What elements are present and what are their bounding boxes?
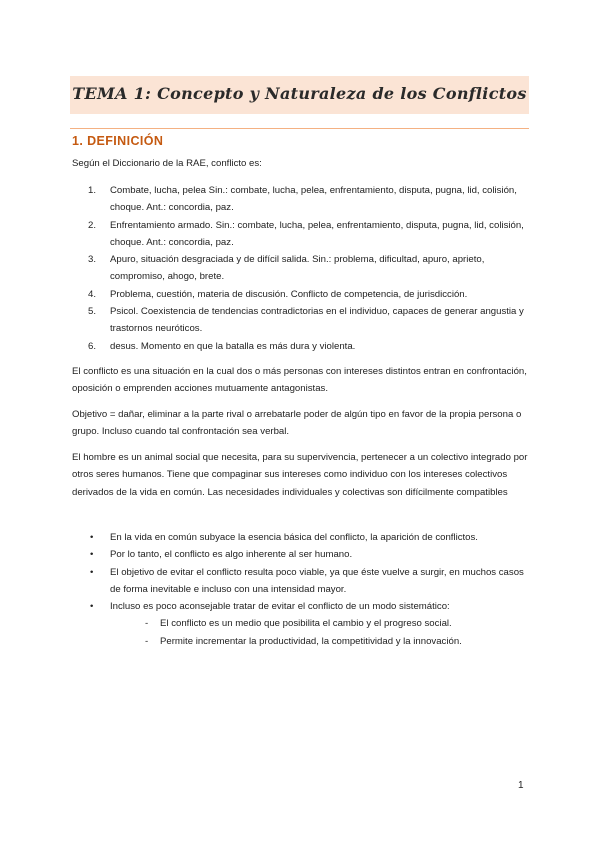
definition-number: 5. bbox=[88, 306, 97, 318]
definition-number: 1. bbox=[88, 185, 97, 196]
bullet-text: Incluso es poco aconsejable tratar de evitar el conflicto de un modo sistemático: bbox=[110, 601, 450, 613]
bullet-text: En la vida en común subyace la esencia básica del conflicto, la aparición de conflictos. bbox=[110, 532, 478, 543]
bullet-text: El objetivo de evitar el conflicto resulta poco viable, ya que éste vuelve a surgir, en muchos casos de forma inevitable e incluso con una intensidad mayor. bbox=[110, 566, 524, 595]
bullet-marker: • bbox=[90, 532, 94, 543]
bullet-marker: • bbox=[90, 549, 94, 561]
definition-number: 3. bbox=[88, 254, 97, 266]
bullet-text: Por lo tanto, el conflicto es algo inherente al ser humano. bbox=[110, 549, 353, 561]
definition-text: Enfrentamiento armado. Sin.: combate, lucha, pelea, enfrentamiento, disputa, pugna, lid, colisión, choque. Ant.: concordia, paz. bbox=[110, 219, 524, 248]
sub-bullet-item bbox=[72, 615, 532, 632]
sub-bullet-text: El conflicto es un medio que posibilita el cambio y el progreso social. bbox=[160, 618, 452, 630]
definition-item bbox=[72, 182, 532, 217]
bullet-marker: • bbox=[90, 566, 94, 578]
sub-bullet-text: Permite incrementar la productividad, la competitividad y la innovación. bbox=[160, 635, 462, 647]
definition-item bbox=[72, 251, 532, 286]
bullet-list bbox=[72, 529, 532, 650]
bullet-item bbox=[72, 598, 532, 615]
definition-item bbox=[72, 303, 532, 338]
intro-text: Según el Diccionario de la RAE, conflicto es: bbox=[72, 158, 262, 169]
definition-item bbox=[72, 286, 532, 303]
bullet-item bbox=[72, 546, 532, 563]
paragraph-definition: El conflicto es una situación en la cual dos o más personas con intereses distintos entran en confrontación, oposición o emprenden acciones mutuamente antagonistas. bbox=[72, 366, 527, 395]
paragraph-social: El hombre es un animal social que necesita, para su supervivencia, pertenecer a un colectivo integrado por otros seres humanos. Tiene que compaginar sus intereses como individuo con los intereses colectivos derivados de la vida en común. Las necesidades individuales y colectivas son difícilmente compatibles bbox=[72, 452, 528, 498]
sub-bullet-marker: - bbox=[145, 618, 149, 630]
bullet-item bbox=[72, 564, 532, 599]
definition-number: 2. bbox=[88, 219, 97, 231]
section-heading: 1. DEFINICIÓN bbox=[72, 134, 164, 148]
definition-item bbox=[72, 217, 532, 252]
definition-number: 6. bbox=[88, 340, 97, 352]
definition-item bbox=[72, 338, 532, 355]
definition-number: 4. bbox=[88, 288, 97, 300]
title-banner bbox=[70, 76, 529, 114]
page-number: 1 bbox=[518, 780, 524, 791]
definition-text: Apuro, situación desgraciada y de difícil salida. Sin.: problema, dificultad, apuro, aprieto, compromiso, ahogo, brete. bbox=[110, 254, 485, 283]
definition-text: Combate, lucha, pelea Sin.: combate, lucha, pelea, enfrentamiento, disputa, pugna, lid, colisión, choque. Ant.: concordia, paz. bbox=[110, 185, 517, 214]
bullet-marker: • bbox=[90, 601, 94, 613]
definition-text: Problema, cuestión, materia de discusión. Conflicto de competencia, de jurisdicción. bbox=[110, 288, 468, 300]
paragraph-objective: Objetivo = dañar, eliminar a la parte rival o arrebatarle poder de algún tipo en favor de la propia persona o grupo. Incluso cuando tal confrontación sea verbal. bbox=[72, 409, 522, 438]
definitions-list bbox=[72, 182, 532, 355]
section-divider bbox=[70, 128, 529, 129]
bullet-item bbox=[72, 529, 532, 546]
page-title: TEMA 1: Concepto y Naturaleza de los Conflictos bbox=[72, 84, 527, 103]
definition-text: Psicol. Coexistencia de tendencias contradictorias en el individuo, capaces de generar angustia y trastornos neuróticos. bbox=[110, 306, 524, 335]
sub-bullet-item bbox=[72, 633, 532, 650]
sub-bullet-marker: - bbox=[145, 635, 149, 647]
definition-text: desus. Momento en que la batalla es más dura y violenta. bbox=[110, 340, 356, 352]
